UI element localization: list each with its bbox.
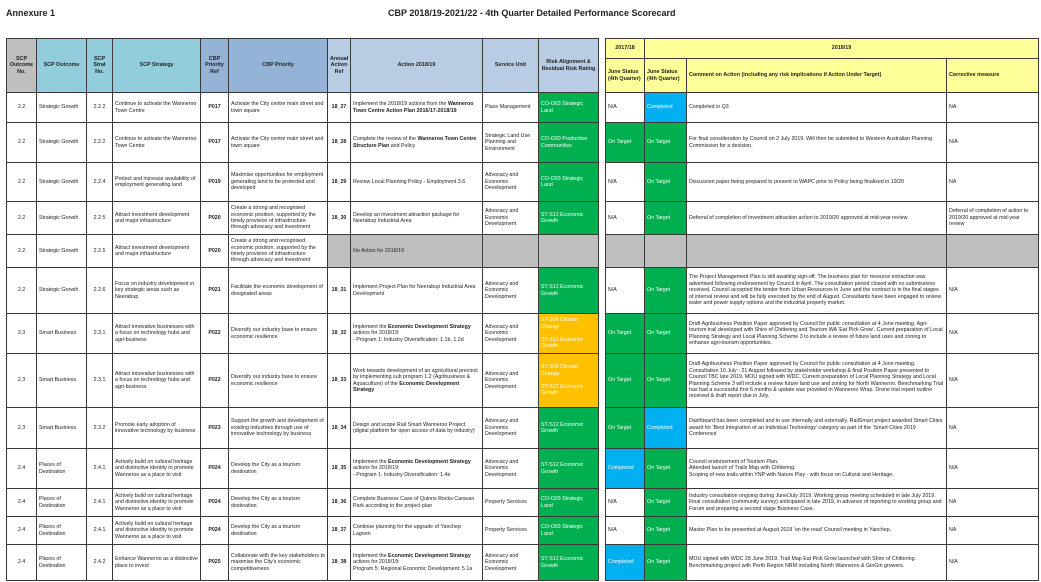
- scorecard-table-left: [6, 38, 599, 581]
- scp-outcome-no: 2.4: [7, 545, 37, 581]
- june-status-2017-18: On Target: [606, 314, 645, 354]
- header-scp-strategy: SCP Strategy: [113, 39, 201, 93]
- june-status-2018-19: On Target: [645, 163, 687, 202]
- june-status-2018-19: Completed: [645, 408, 687, 449]
- action: [351, 449, 483, 489]
- action: [351, 408, 483, 449]
- risk-rating: CO-O03 Strategic Land: [539, 489, 599, 517]
- table-row: [7, 545, 599, 581]
- scp-outcome-no: 2.2: [7, 123, 37, 163]
- cbp-priority: Diversify our industry base to ensure economic resilience: [229, 314, 328, 354]
- cbp-priority: Collaborate with the key stakeholders to maximise the City's economic competitiveness: [229, 545, 328, 581]
- table-row: [7, 163, 599, 202]
- cbp-priority: Diversify our industry base to ensure economic resilience: [229, 354, 328, 408]
- table-row: [7, 314, 599, 354]
- june-status-2017-18: N/A: [606, 268, 645, 314]
- scp-strategy: Attract innovative businesses with a focus on technology hubs and agri-business: [113, 314, 201, 354]
- scp-strat-no: 2.2.6: [87, 268, 113, 314]
- action-text: No Action for 2018/19: [353, 247, 404, 254]
- action: [351, 163, 483, 202]
- cbp-priority: Activate the City centre main street and town square: [229, 123, 328, 163]
- comment: For final consideration by Council on 2 July 2019. Will then be submitted to Western Australian Planning Commission for a decision.: [687, 123, 947, 163]
- scp-outcome: Places of Destination: [37, 449, 87, 489]
- scp-outcome: Smart Business: [37, 354, 87, 408]
- scp-outcome: Places of Destination: [37, 517, 87, 545]
- action-text: Work towards development of an agricultural precinct by implementing sub program 1.2 (Agribusiness & Aquaculture) of the: [353, 367, 478, 387]
- annual-action-ref: 18_32: [328, 314, 351, 354]
- scp-strategy: Continue to activate the Wanneroo Town Centre: [113, 93, 201, 123]
- action: [351, 517, 483, 545]
- june-status-2018-19: On Target: [645, 123, 687, 163]
- scp-outcome: Places of Destination: [37, 489, 87, 517]
- corrective-measure: NA: [947, 163, 1039, 202]
- risk-rating: CO-O03 Strategic Land: [539, 93, 599, 123]
- cbp-priority: Develop the City as a tourism destination: [229, 517, 328, 545]
- annual-action-ref: 18_33: [328, 354, 351, 408]
- service-unit: Advocacy and Economic Development: [483, 354, 539, 408]
- scp-strategy: Attract investment development and major infrastructure: [113, 202, 201, 235]
- table-row: [7, 449, 599, 489]
- june-status-2018-19: On Target: [645, 517, 687, 545]
- action: [351, 268, 483, 314]
- annual-action-ref: [328, 235, 351, 268]
- june-status-2018-19: On Target: [645, 268, 687, 314]
- service-unit: Property Services: [483, 517, 539, 545]
- table-row: [7, 354, 599, 408]
- header-june-status-prev: June Status (4th Quarter): [606, 59, 645, 93]
- scp-outcome-no: 2.4: [7, 449, 37, 489]
- scp-outcome: Strategic Growth: [37, 202, 87, 235]
- risk-rating: CO-O03 Strategic Land: [539, 517, 599, 545]
- cbp-priority: Create a strong and recognised economic position, supported by the timely provision of infrastructure through advocacy and investment: [229, 202, 328, 235]
- scp-outcome-no: 2.2: [7, 268, 37, 314]
- header-cbp-priority: CBP Priority: [229, 39, 328, 93]
- action-text: Develop an investment attraction package for Neerabup Industrial Area: [353, 211, 460, 224]
- scp-strategy: Focus on industry development in key strategic areas such as Neerabup: [113, 268, 201, 314]
- corrective-measure: NA: [947, 517, 1039, 545]
- annual-action-ref: 18_28: [328, 123, 351, 163]
- service-unit: Advocacy and Economic Development: [483, 163, 539, 202]
- header-year-2018-19: 2018/19: [645, 39, 1039, 59]
- comment: Industry consultation ongoing during June/July 2019. Working group meeting scheduled in late July 2019. Final consultation (community survey) anticipated in late 2019, in advance of reporting to working group and Forum and preparing a second stage Business Case.: [687, 489, 947, 517]
- scp-outcome-no: 2.4: [7, 517, 37, 545]
- action-text: Continue planning for the upgrade of Yanchep Lagoon: [353, 524, 461, 537]
- scp-strat-no: 2.2.2: [87, 123, 113, 163]
- table-row: [7, 235, 599, 268]
- cbp-priority-ref: P017: [201, 123, 229, 163]
- action: [351, 489, 483, 517]
- comment: Draft Agribusiness Position Paper approved by Council for public consultation at 4 June meeting. Agri-tourism trail developed with Shire of Chittering and Tourism WA 'Eat Pick Grow'. Current preparation of Local Planning Strategy and Local Planning Scheme 3 to include a review of future land uses and zoning to enhance agri-tourism opportunities.: [687, 314, 947, 354]
- comment: Council endorsement of Tourism Plan. Attended launch of Trails Map with Chittering. Scoping of new trails within YNP with Nature Play - with focus on Cultural and Heritage.: [687, 449, 947, 489]
- annual-action-ref: 18_35: [328, 449, 351, 489]
- action-text: and Policy: [389, 142, 416, 149]
- table-row: [7, 123, 599, 163]
- table-row: [606, 354, 1039, 408]
- scp-outcome-no: 2.2: [7, 163, 37, 202]
- service-unit: Advocacy and Economic Development: [483, 408, 539, 449]
- scp-strat-no: 2.2.2: [87, 93, 113, 123]
- risk-rating: ST-S12 Economic Growth: [539, 449, 599, 489]
- risk-rating: ST-S12 Economic Growth: [539, 268, 599, 314]
- annual-action-ref: 18_37: [328, 517, 351, 545]
- annual-action-ref: 18_30: [328, 202, 351, 235]
- corrective-measure: N/A: [947, 354, 1039, 408]
- comment: MOU signed with WDC 28 June 2019. Trail Map Eat Pick Grow launched with Shire of Chittering. Benchmarking project with Perth Region NRM including North Wanneroo & GinGin growers.: [687, 545, 947, 581]
- header-risk: Risk Alignment & Residual Risk Rating: [539, 39, 599, 93]
- corrective-measure: NA: [947, 93, 1039, 123]
- table-row: [7, 93, 599, 123]
- table-row: [606, 235, 1039, 268]
- scp-strategy: Attract investment development and major infrastructure: [113, 235, 201, 268]
- scp-outcome: Strategic Growth: [37, 123, 87, 163]
- action-text-bold: Wanneroo Town Centre Action Plan 2016/17-2018/19: [353, 101, 474, 114]
- cbp-priority-ref: P024: [201, 449, 229, 489]
- june-status-2018-19: On Target: [645, 449, 687, 489]
- corrective-measure: N/A: [947, 449, 1039, 489]
- table-row: [606, 545, 1039, 581]
- action-text-bold: Economic Development Strategy: [388, 323, 471, 330]
- june-status-2017-18: Completed: [606, 545, 645, 581]
- cbp-priority-ref: P021: [201, 268, 229, 314]
- june-status-2018-19: [645, 235, 687, 268]
- action-text: Complete the review of the: [353, 136, 418, 143]
- cbp-priority: Facilitate the economic development of designated areas: [229, 268, 328, 314]
- comment: Draft Agribusiness Position Paper approved by Council for public consultation at 4 June meeting. Consultation 10 July - 21 August followed by stakeholder workshop & final Position Paper presented to Council TBC late 2019. MOU signed with WDC. Current preparation of Local Planning Strategy and Local Planning Scheme 3 will include a review future land use and zoning for North Wanneroo. Benchmarking Trial has had a successful first 6 months & update was provided in Wanneroo Wrap. Drone trial report outline received & draft report due in July.: [687, 354, 947, 408]
- service-unit: Advocacy and Economic Development: [483, 545, 539, 581]
- action-text: Implement the: [353, 458, 389, 465]
- risk-rating: ST-S06 Climate Change ST-S12 Economic Growth: [539, 314, 599, 354]
- comment: Completed in Q3: [687, 93, 947, 123]
- june-status-2018-19: On Target: [645, 202, 687, 235]
- scp-strat-no: 2.3.1: [87, 354, 113, 408]
- scp-strat-no: 2.2.4: [87, 163, 113, 202]
- june-status-2018-19: On Target: [645, 489, 687, 517]
- june-status-2018-19: On Target: [645, 545, 687, 581]
- scp-outcome-no: 2.3: [7, 408, 37, 449]
- action-text: Design and scope Rail Smart Wanneroo Project (digital platform for open access of data by industry): [353, 421, 475, 434]
- table-row: [606, 489, 1039, 517]
- scp-strat-no: 2.2.5: [87, 235, 113, 268]
- scp-strat-no: 2.3.1: [87, 314, 113, 354]
- action: [351, 202, 483, 235]
- june-status-2017-18: On Target: [606, 408, 645, 449]
- action-text-bold: Economic Development Strategy: [388, 552, 471, 559]
- scp-strategy: Promote early adoption of innovative technology by business: [113, 408, 201, 449]
- june-status-2017-18: N/A: [606, 163, 645, 202]
- cbp-priority: Develop the City as a tourism destination: [229, 449, 328, 489]
- annual-action-ref: 18_31: [328, 268, 351, 314]
- cbp-priority-ref: P022: [201, 314, 229, 354]
- scp-outcome: Strategic Growth: [37, 163, 87, 202]
- annual-action-ref: 18_36: [328, 489, 351, 517]
- service-unit: Advocacy and Economic Development: [483, 314, 539, 354]
- cbp-priority: Create a strong and recognised economic position, supported by the timely provision of infrastructure through advocacy and investment: [229, 235, 328, 268]
- scp-outcome: Strategic Growth: [37, 93, 87, 123]
- june-status-2017-18: Completed: [606, 449, 645, 489]
- header-annual-action-ref: Annual Action Ref: [328, 39, 351, 93]
- cbp-priority: Activate the City centre main street and town square: [229, 93, 328, 123]
- june-status-2017-18: On Target: [606, 123, 645, 163]
- table-row: [7, 202, 599, 235]
- service-unit: [483, 235, 539, 268]
- risk-rating: [539, 235, 599, 268]
- table-row: [606, 123, 1039, 163]
- june-status-2017-18: On Target: [606, 354, 645, 408]
- scp-strategy: Actively build on cultural heritage and distinctive identity to promote Wanneroo as a place to visit: [113, 449, 201, 489]
- scp-outcome-no: 2.2: [7, 202, 37, 235]
- action: [351, 545, 483, 581]
- cbp-priority: Support the growth and development of existing industries through use of innovative technology by business: [229, 408, 328, 449]
- scp-strategy: Continue to activate the Wanneroo Town Centre: [113, 123, 201, 163]
- action: [351, 354, 483, 408]
- risk-rating: CO-O20 Productive Communities: [539, 123, 599, 163]
- table-row: [606, 449, 1039, 489]
- action-text: actions for 2018/19: - Program 1: Industry Diversification: 1.4e: [353, 465, 451, 478]
- corrective-measure: [947, 235, 1039, 268]
- header-corrective-measure: Corrective measure: [947, 59, 1039, 93]
- cbp-priority-ref: P019: [201, 163, 229, 202]
- scp-outcome-no: 2.3: [7, 314, 37, 354]
- annual-action-ref: 18_27: [328, 93, 351, 123]
- cbp-priority-ref: P025: [201, 545, 229, 581]
- scp-outcome: Strategic Growth: [37, 235, 87, 268]
- cbp-priority-ref: P020: [201, 202, 229, 235]
- action-text-bold: Economic Development Strategy: [353, 380, 460, 393]
- scp-outcome: Places of Destination: [37, 545, 87, 581]
- service-unit: Advocacy and Economic Development: [483, 268, 539, 314]
- scp-strat-no: 2.4.1: [87, 489, 113, 517]
- annual-action-ref: 18_38: [328, 545, 351, 581]
- scp-outcome-no: 2.3: [7, 354, 37, 408]
- june-status-2018-19: Completed: [645, 93, 687, 123]
- header-scp-outcome-no: SCP Outcome No.: [7, 39, 37, 93]
- action: [351, 235, 483, 268]
- table-row: [7, 489, 599, 517]
- action: [351, 93, 483, 123]
- header-comment: Comment on Action (including any risk implications if Action Under Target): [687, 59, 947, 93]
- header-year-2017-18: 2017/18: [606, 39, 645, 59]
- table-row: [606, 202, 1039, 235]
- corrective-measure: NA: [947, 408, 1039, 449]
- service-unit: Strategic Land Use Planning and Environment: [483, 123, 539, 163]
- comment: Dashboard has been completed and in use internally and externally. RailSmart project awarded Smart Cities award for 'Best Integration of an Individual Technology' category as part of the 'Smart Cities 2019 Conference': [687, 408, 947, 449]
- cbp-priority-ref: P024: [201, 517, 229, 545]
- corrective-measure: N/A: [947, 545, 1039, 581]
- comment: Discussion paper being prepared to present to WAPC prior to Policy being finalised in 19/20: [687, 163, 947, 202]
- corrective-measure: N/A: [947, 123, 1039, 163]
- risk-rating: ST-S06 Climate Change ST-S12 Economic Growth: [539, 354, 599, 408]
- risk-rating: CO-O03 Strategic Land: [539, 163, 599, 202]
- header-scp-strat-no: SCP Strat No.: [87, 39, 113, 93]
- scp-strat-no: 2.3.2: [87, 408, 113, 449]
- table-row: [606, 163, 1039, 202]
- action-text-bold: Economic Development Strategy: [388, 458, 471, 465]
- scp-outcome: Smart Business: [37, 314, 87, 354]
- comment: [687, 235, 947, 268]
- comment: Deferral of completion of investment attraction action to 2019/20 approved at mid-year review: [687, 202, 947, 235]
- comment: Master Plan to be presented at August 2019 'on the road' Council meeting in Yanchep.: [687, 517, 947, 545]
- action-text: Implement the: [353, 323, 389, 330]
- corrective-measure: N/A: [947, 314, 1039, 354]
- table-row: [7, 517, 599, 545]
- scp-strat-no: 2.4.1: [87, 517, 113, 545]
- scp-outcome: Strategic Growth: [37, 268, 87, 314]
- table-row: [606, 517, 1039, 545]
- scp-outcome-no: 2.4: [7, 489, 37, 517]
- june-status-2017-18: N/A: [606, 93, 645, 123]
- action-text: actions for 2018/19: Program 5: Regional Economic Development: 5.1a: [353, 559, 473, 572]
- scp-strategy: Actively build on cultural heritage and distinctive identity to promote Wanneroo as a place to visit: [113, 517, 201, 545]
- action: [351, 314, 483, 354]
- risk-rating: ST-S12 Economic Growth: [539, 408, 599, 449]
- scp-outcome-no: 2.2: [7, 93, 37, 123]
- annual-action-ref: 18_34: [328, 408, 351, 449]
- service-unit: Advocacy and Economic Development: [483, 202, 539, 235]
- june-status-2017-18: N/A: [606, 489, 645, 517]
- scp-strategy: Attract innovative businesses with a focus on technology hubs and agri-business: [113, 354, 201, 408]
- cbp-priority-ref: P020: [201, 235, 229, 268]
- action-text: Implement Project Plan for Neerabup Industrial Area Development: [353, 284, 476, 297]
- june-status-2018-19: On Target: [645, 354, 687, 408]
- scp-strat-no: 2.4.1: [87, 449, 113, 489]
- action-text: Review Local Planning Policy - Employment 3.6: [353, 178, 466, 185]
- risk-rating: ST-S12 Economic Growth: [539, 545, 599, 581]
- cbp-priority-ref: P022: [201, 354, 229, 408]
- annual-action-ref: 18_29: [328, 163, 351, 202]
- cbp-priority-ref: P023: [201, 408, 229, 449]
- june-status-2018-19: On Target: [645, 314, 687, 354]
- cbp-priority: Maximise opportunities for employment generating land to be protected and developed: [229, 163, 328, 202]
- scp-strategy: Enhance Wanneroo as a distinctive place to invest: [113, 545, 201, 581]
- table-row: [7, 268, 599, 314]
- action-text: actions for 2018/19: - Program 1: Industry Diversification: 1.1b, 1.2d: [353, 330, 464, 343]
- table-row: [606, 268, 1039, 314]
- action-text: Complete Business Case of Quinns Rocks Caravan Park according to the project plan: [353, 496, 475, 509]
- action-text: Implement the: [353, 552, 389, 559]
- header-action: Action 2018/19: [351, 39, 483, 93]
- cbp-priority-ref: P017: [201, 93, 229, 123]
- corrective-measure: Deferral of completion of action to 2019/20 approved at mid-year review: [947, 202, 1039, 235]
- comment: The Project Management Plan is still awaiting sign-off. The business plan for resource extraction was advertised following endorsement by Council in April. The consultation period closed with no submissions received. Council accepted the tender from Urban Resources in June and the contract is in the final stages of internal review and will be fully executed by the end of August. Consultants have been engaged to review water and power supply options and the industrial property market.: [687, 268, 947, 314]
- cbp-priority: Develop the City as a tourism destination: [229, 489, 328, 517]
- risk-rating: ST-S12 Economic Growth: [539, 202, 599, 235]
- table-row: [606, 93, 1039, 123]
- table-row: [7, 408, 599, 449]
- scorecard-table-right: [605, 38, 1039, 581]
- scp-strategy: Protect and increase availability of employment generating land: [113, 163, 201, 202]
- june-status-2017-18: N/A: [606, 517, 645, 545]
- cbp-priority-ref: P024: [201, 489, 229, 517]
- table-row: [606, 314, 1039, 354]
- scp-strat-no: 2.4.2: [87, 545, 113, 581]
- action-text: Implement the 2018/19 actions from the: [353, 101, 448, 108]
- page-title: CBP 2018/19-2021/22 - 4th Quarter Detailed Performance Scorecard: [388, 8, 676, 18]
- scp-outcome-no: 2.2: [7, 235, 37, 268]
- service-unit: Advocacy and Economic Development: [483, 449, 539, 489]
- june-status-2017-18: [606, 235, 645, 268]
- scp-outcome: Smart Business: [37, 408, 87, 449]
- action: [351, 123, 483, 163]
- table-row: [606, 408, 1039, 449]
- june-status-2017-18: N/A: [606, 202, 645, 235]
- corrective-measure: NA: [947, 489, 1039, 517]
- header-june-status-curr: June Status (4th Quarter): [645, 59, 687, 93]
- service-unit: Place Management: [483, 93, 539, 123]
- annexure-label: Annexure 1: [6, 8, 56, 18]
- header-scp-outcome: SCP Outcome: [37, 39, 87, 93]
- header-service-unit: Service Unit: [483, 39, 539, 93]
- scp-strategy: Actively build on cultural heritage and distinctive identity to promote Wanneroo as a place to visit: [113, 489, 201, 517]
- service-unit: Property Services: [483, 489, 539, 517]
- scp-strat-no: 2.2.5: [87, 202, 113, 235]
- header-cbp-priority-ref: CBP Priority Ref: [201, 39, 229, 93]
- corrective-measure: N/A: [947, 268, 1039, 314]
- action-text-bold: Wanneroo Town Centre Structure Plan: [353, 136, 477, 149]
